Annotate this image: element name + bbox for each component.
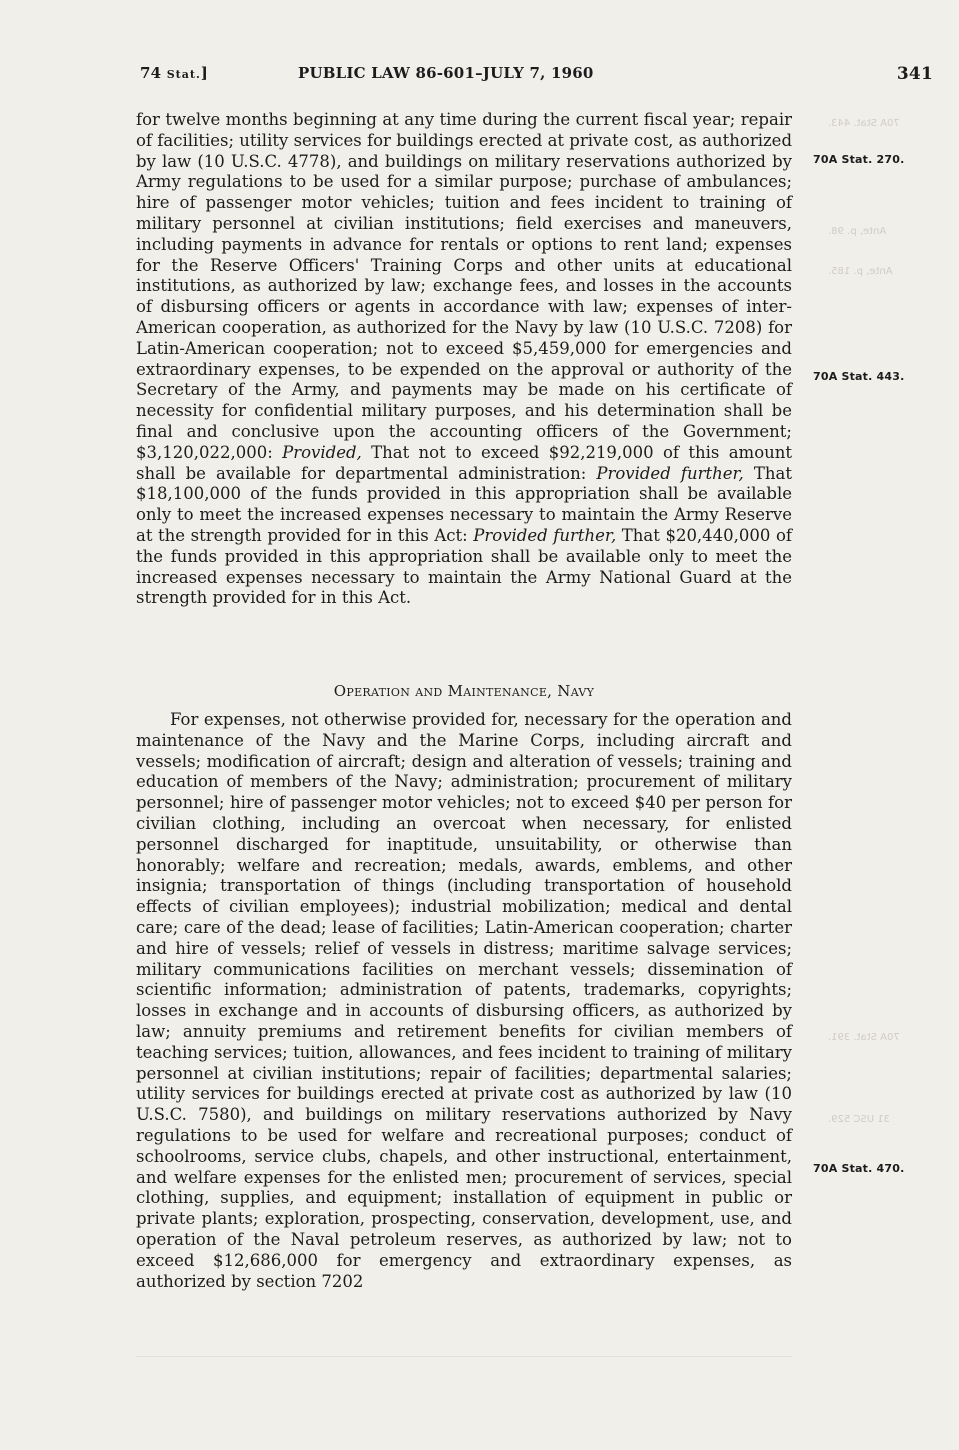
body-paragraph-navy: For expenses, not otherwise provided for, necessary for the operation and maintenance of the Navy and the Marine Corps, including aircraft and vessels; modification of aircraft; design and alteration of vessels; training and education of members of the Navy; administration; procurement of military personnel; hire of passenger motor vehicles; not to exceed $40 per person for civilian clothing, including an overcoat when necessary, for enlisted personnel discharged for inaptitude, unsuitability, or otherwise than honorably; welfare and recreation; medals, awards, emblems, and other insignia; transportation of things (including transportation of household effects of civilian employees); industrial mobilization; medical and dental care; care of the dead; lease of facilities; Latin-American cooperation; charter and hire of vessels; relief of vessels in distress; maritime salvage services; military communications facilities on merchant vessels; dissemination of scientific information; administration of patents, trademarks, copyrights; losses in exchange and in accounts of disbursing officers, as authorized by law; annuity premiums and retirement benefits for civilian members of teaching services; tuition, allowances, and fees incident to training of military personnel at civilian institutions; repair of facilities; departmental salaries; utility services for buildings erected at private cost as authorized by law (10 U.S.C. 7580), and buildings on military reservations authorized by Navy regulations to be used for welfare and recreational purposes; conduct of schoolrooms, service clubs, chapels, and other instructional, entertainment, and welfare expenses for the enlisted men; procurement of services, special clothing, supplies, and equipment; installation of equipment in public or private plants; exploration, prospecting, conservation, development, use, and operation of the Naval petroleum reserves, as authorized by law; not to exceed $12,686,000 for emergency and extraordinary expenses, as authorized by section 7202 [136, 710, 792, 1291]
paragraph-text: for twelve months beginning at any time during the current fiscal year; repair of facilities; utility services for buildings erected at private cost, as authorized by law (10 U.S.C. 4778), and buildings on military reservations authorized by Army regulations to be used for a similar purpose; purchase of ambulances; hire of passenger motor vehicles; tuition and fees incident to training of military personnel at civilian institutions; field exercises and maneuvers, including payments in advance for rentals or options to rent land; expenses for the Reserve Officers' Training Corps and other units at educational institutions, as authorized by law; exchange fees, and losses in the accounts of disbursing officers or agents in accordance with law; expenses of inter-American cooperation, as authorized for the Navy by law (10 U.S.C. 7208) for Latin-American cooperation; not to exceed $5,459,000 for emergencies and extraordinary expenses, to be expended on the approval or authority of the Secretary of the Army, and payments may be made on his certificate of necessity for confidential military purposes, and his determination shall be final and conclusive upon the accounting officers of the Government; $3,120,022,000: [136, 110, 792, 462]
proviso-label: Provided further, [473, 525, 617, 545]
margin-citation: 70A Stat. 270. [813, 153, 905, 166]
running-head-volume [140, 64, 208, 82]
bleed-through-note: 70A Stat. 443. [828, 118, 900, 129]
body-paragraph-army [136, 110, 792, 609]
bleed-through-note: Ante, p. 185. [828, 266, 893, 277]
running-head-title: PUBLIC LAW 86-601–JULY 7, 1960 [298, 64, 594, 82]
proviso-text: That $18,100,000 of the funds provided in this appropriation shall be available only to meet the increased expenses necessary to maintain the Army Reserve at the strength provided for in this Act: [136, 463, 793, 545]
bleed-through-note: Ante, p. 98. [828, 226, 887, 237]
margin-citation: 70A Stat. 470. [813, 1162, 905, 1175]
page-number: 341 [896, 64, 933, 84]
proviso-label: Provided further, [596, 463, 744, 483]
section-heading: Operation and Maintenance, Navy [333, 682, 595, 700]
bleed-through-note: 70A Stat. 391. [828, 1032, 900, 1043]
margin-citation: 70A Stat. 443. [813, 370, 905, 383]
bleed-through-note: 31 USC 529. [828, 1114, 890, 1125]
volume-abbreviation: Stat. [166, 68, 201, 81]
proviso-text: That not to exceed $92,219,000 of this amount shall be available for departmental administration: [136, 442, 793, 483]
volume-bracket: ] [200, 64, 209, 82]
proviso-label: Provided, [282, 442, 362, 462]
volume-number: 74 [140, 64, 162, 82]
proviso-text: That $20,440,000 of the funds provided in this appropriation shall be available only to meet the increased expenses necessary to maintain the Army National Guard at the strength provided for in this Act. [136, 525, 793, 608]
page-bottom-rule [136, 1356, 792, 1367]
